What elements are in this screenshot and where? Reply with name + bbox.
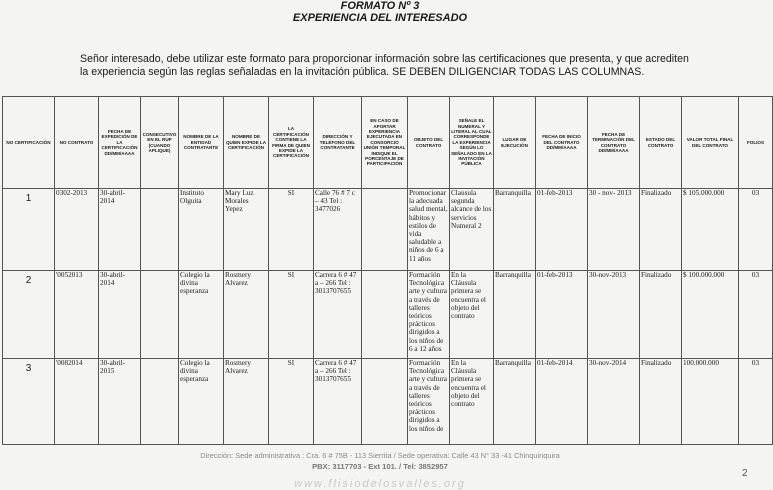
cell-porcentaje (362, 359, 408, 445)
cell-firma: SI (269, 189, 314, 271)
footer-website: www.flisiodelosvalles.org (294, 478, 466, 490)
form-subtitle: EXPERIENCIA DEL INTERESADO (292, 12, 468, 24)
cell-entidad: Instituto Olguita (179, 189, 224, 271)
cell-inicio: 01-feb-2014 (536, 359, 588, 445)
cell-firma: SI (269, 359, 314, 445)
header-cell: FECHA DE EXPEDICIÓN DE LA CERTIFICACIÓN DD/MM/AAAA (99, 97, 141, 189)
cell-direccion: Carrera 6 # 47 a – 266 Tel : 3013707655 (314, 271, 362, 359)
cell-folios: 03 (739, 189, 773, 271)
experience-table (2, 96, 773, 445)
header-cell: NOMBRE DE QUIEN EXPIDE LA CERTIFICACIÓN (224, 97, 269, 189)
cell-lugar: Barranquilla (494, 271, 536, 359)
header-cell: DIRECCIÓN Y TELÉFONO DEL CONTRATANTE (314, 97, 362, 189)
cell-valor: $ 100.000.000 (682, 271, 739, 359)
cell-estado: Finalizado (640, 271, 682, 359)
cell-firma: SI (269, 271, 314, 359)
header-cell: ESTADO DEL CONTRATO (640, 97, 682, 189)
header-cell: FOLIOS (739, 97, 773, 189)
cell-porcentaje (362, 189, 408, 271)
cell-fecha-exp: 30-abril-2014 (99, 271, 141, 359)
cell-valor: 100.000.000 (682, 359, 739, 445)
header-cell: VALOR TOTAL FINAL DEL CONTRATO (682, 97, 739, 189)
cell-porcentaje (362, 271, 408, 359)
header-cell: LA CERTIFICACIÓN CONTIENE LA FIRMA DE QUIEN EXPIDE LA CERTIFICACIÓN (269, 97, 314, 189)
cell-numeral: En la Cláusula primera se encuentra el objeto del contrato (450, 271, 494, 359)
instructions-line-1: Señor interesado, debe utilizar este formato para proporcionar información sobre las certificaciones que presenta, y que acrediten (80, 53, 689, 65)
cell-lugar: Barranquilla (494, 359, 536, 445)
cell-lugar: Barranquilla (494, 189, 536, 271)
cell-terminacion: 30 - nov- 2013 (588, 189, 640, 271)
cell-numeral: Clausula segunda alcance de los servicios Numeral 2 (450, 189, 494, 271)
header-cell: NO CONTRATO (55, 97, 99, 189)
cell-num: 1 (3, 189, 55, 271)
header-cell: FECHA DE INICIO DEL CONTRATO DD/MM/AAAA (536, 97, 588, 189)
header-cell: NOMBRE DE LA ENTIDAD CONTRATANTE (179, 97, 224, 189)
cell-entidad: Colegio la divina esperanza (179, 359, 224, 445)
cell-inicio: 01-feb-2013 (536, 189, 588, 271)
header-cell: OBJETO DEL CONTRATO (408, 97, 450, 189)
cell-contrato: 0302-2013 (55, 189, 99, 271)
header-cell: CONSECUTIVO EN EL RUP (CUANDO APLIQUE) (141, 97, 179, 189)
cell-fecha-exp: 30-abril-2015 (99, 359, 141, 445)
cell-entidad: Colegio la divina esperanza (179, 271, 224, 359)
cell-objeto: Formación Tecnológica arte y cultura a través de talleres teóricos prácticos dirigidos a los niños de (408, 359, 450, 445)
cell-estado: Finalizado (640, 189, 682, 271)
footer-phone: PBX: 3117703 - Ext 101. / Tel: 3852957 (312, 462, 448, 471)
cell-rup (141, 359, 179, 445)
table-header-row (3, 97, 773, 189)
header-cell: FECHA DE TERMINACIÓN DEL CONTRATO DD/MM/AAAA (588, 97, 640, 189)
cell-num: 2 (3, 271, 55, 359)
cell-expide: Rosmery Alvarez (224, 359, 269, 445)
cell-direccion: Carrera 6 # 47 a – 266 Tel : 3013707655 (314, 359, 362, 445)
cell-objeto: Promocionar la adecuada salud mental, hábitos y estilos de vida saludable a niños de 6 a 11 años (408, 189, 450, 271)
header-cell: SEÑALE EL NUMERAL Y LITERAL AL CUAL CORRESPONDE LA EXPERIENCIA SEGÚN LO SEÑALADO EN LA INVITACIÓN PÚBLICA (450, 97, 494, 189)
cell-rup (141, 189, 179, 271)
cell-expide: Rosmery Alvarez (224, 271, 269, 359)
cell-terminacion: 30-nov-2013 (588, 271, 640, 359)
header-cell: NO CERTIFICACIÓN (3, 97, 55, 189)
footer-address: Dirección: Sede administrativa : Cra. 6 # 75B - 113 Sierrita / Sede operativa: Calle 43 N° 33 -41 Chinquinquira (200, 451, 560, 460)
cell-inicio: 01-feb-2013 (536, 271, 588, 359)
cell-folios: 03 (739, 359, 773, 445)
instructions-line-2: la experiencia según las reglas señaladas en la invitación pública. SE DEBEN DILIGENCIAR TODAS LAS COLUMNAS. (80, 66, 645, 78)
cell-direccion: Calle 76 # 7 c – 43 Tel : 3477026 (314, 189, 362, 271)
cell-valor: $ 105.000.000 (682, 189, 739, 271)
table-row (3, 189, 773, 271)
instructions-paragraph (80, 53, 730, 79)
cell-folios: 03 (739, 271, 773, 359)
cell-expide: Mary Luz Morales Yepez (224, 189, 269, 271)
cell-contrato: '0052013 (55, 271, 99, 359)
table-row (3, 359, 773, 445)
form-title: FORMATO Nº 3 (340, 0, 420, 12)
cell-terminacion: 30-nov-2014 (588, 359, 640, 445)
handwritten-margin-mark: 2 (742, 468, 748, 479)
cell-estado: Finalizado (640, 359, 682, 445)
header-cell: LUGAR DE EJECUCIÓN (494, 97, 536, 189)
table-row (3, 271, 773, 359)
cell-num: 3 (3, 359, 55, 445)
header-cell: EN CASO DE APORTAR EXPERIENCIA EJECUTADA EN CONSORCIO UNIÓN TEMPORAL INDIQUE EL PORCENTAJE DE PARTICIPACIÓN (362, 97, 408, 189)
cell-objeto: Formación Tecnológica arte y cultura a través de talleres teóricos prácticos dirigidos a los niños de 6 a 12 años (408, 271, 450, 359)
cell-fecha-exp: 30-abril-2014 (99, 189, 141, 271)
cell-rup (141, 271, 179, 359)
cell-contrato: '0082014 (55, 359, 99, 445)
cell-numeral: En la Cláusula primera se encuentra el objeto del contrato (450, 359, 494, 445)
